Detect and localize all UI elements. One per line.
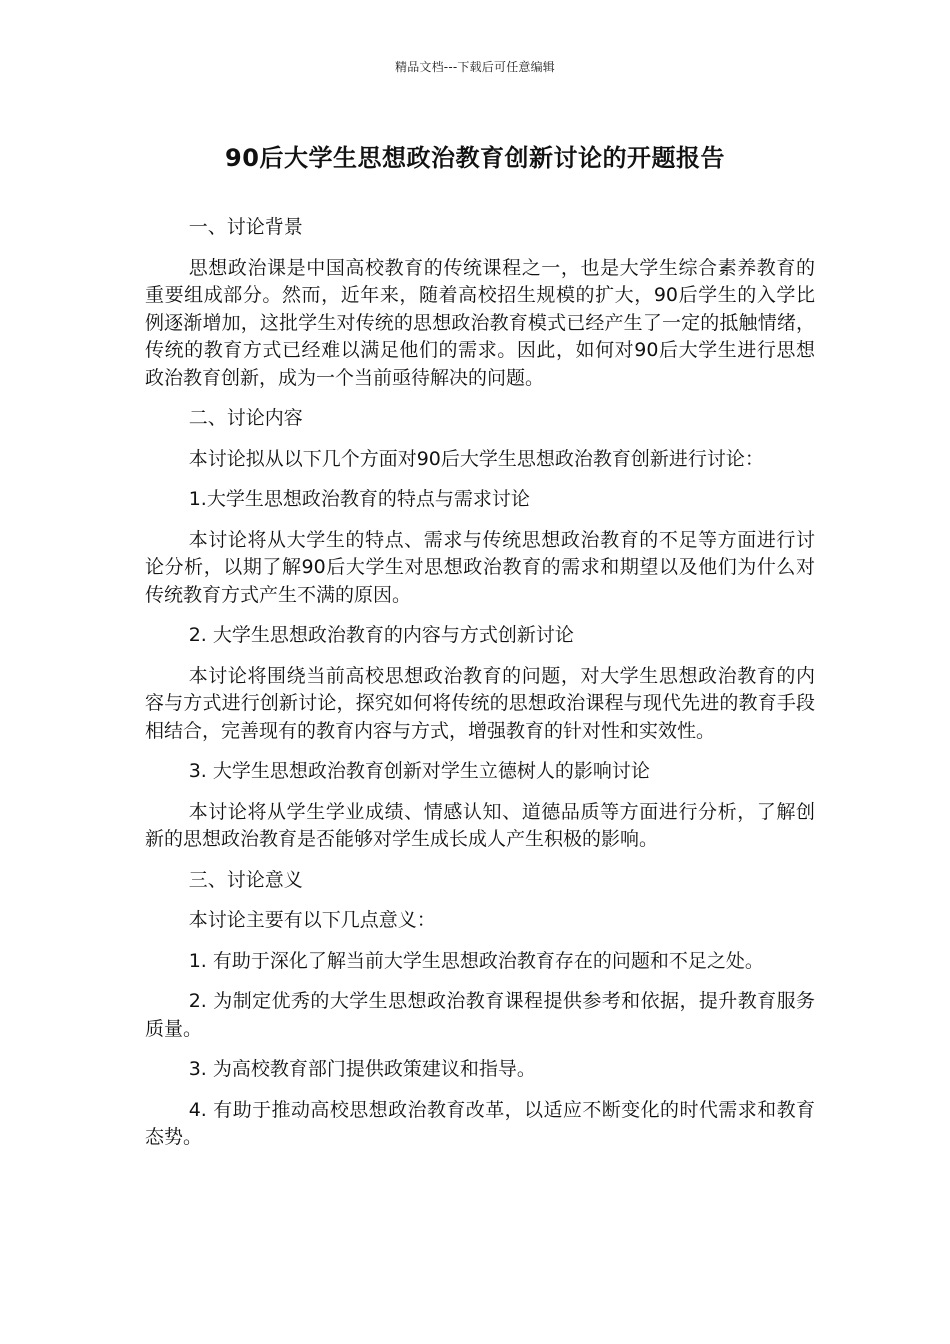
list-item-heading-2: 2. 大学生思想政治教育的内容与方式创新讨论	[188, 624, 574, 646]
significance-item-4: 4. 有助于推动高校思想政治教育改革，以适应不断变化的时代需求和教育态势。	[145, 1098, 815, 1148]
paragraph-significance-intro: 本讨论主要有以下几点意义：	[188, 909, 436, 931]
paragraph-item-2: 本讨论将围绕当前高校思想政治教育的问题，对大学生思想政治教育的内容与方式进行创新讨论，探究如何将传统的思想政治课程与现代先进的教育手段相结合，完善现有的教育内容与方式，增强教育的针对性和实效性。	[145, 664, 815, 742]
significance-item-3: 3. 为高校教育部门提供政策建议和指导。	[188, 1058, 536, 1080]
header-note: 精品文档---下载后可任意编辑	[395, 60, 555, 74]
paragraph-background: 思想政治课是中国高校教育的传统课程之一，也是大学生综合素养教育的重要组成部分。然而，近年来，随着高校招生规模的扩大，90后学生的入学比例逐渐增加，这批学生对传统的思想政治教育模式已经产生了一定的抵触情绪，传统的教育方式已经难以满足他们的需求。因此，如何对90后大学生进行思想政治教育创新，成为一个当前亟待解决的问题。	[145, 256, 815, 389]
document-body	[145, 214, 815, 1165]
list-item-heading-3: 3. 大学生思想政治教育创新对学生立德树人的影响讨论	[188, 760, 650, 782]
page-title: 90后大学生思想政治教育创新讨论的开题报告	[225, 144, 725, 172]
section-heading-significance: 三、讨论意义	[188, 868, 303, 891]
paragraph-item-3: 本讨论将从学生学业成绩、情感认知、道德品质等方面进行分析，了解创新的思想政治教育是否能够对学生成长成人产生积极的影响。	[145, 800, 815, 850]
significance-item-2: 2. 为制定优秀的大学生思想政治教育课程提供参考和依据，提升教育服务质量。	[145, 990, 815, 1040]
section-heading-content: 二、讨论内容	[188, 407, 303, 429]
paragraph-item-1: 本讨论将从大学生的特点、需求与传统思想政治教育的不足等方面进行讨论分析，以期了解90后大学生对思想政治教育的需求和期望以及他们为什么对传统教育方式产生不满的原因。	[145, 528, 815, 606]
section-heading-background: 一、讨论背景	[188, 216, 303, 238]
list-item-heading-1: 1.大学生思想政治教育的特点与需求讨论	[188, 488, 530, 510]
paragraph-content-intro: 本讨论拟从以下几个方面对90后大学生思想政治教育创新进行讨论：	[188, 447, 764, 470]
significance-item-1: 1. 有助于深化了解当前大学生思想政治教育存在的问题和不足之处。	[188, 949, 764, 972]
